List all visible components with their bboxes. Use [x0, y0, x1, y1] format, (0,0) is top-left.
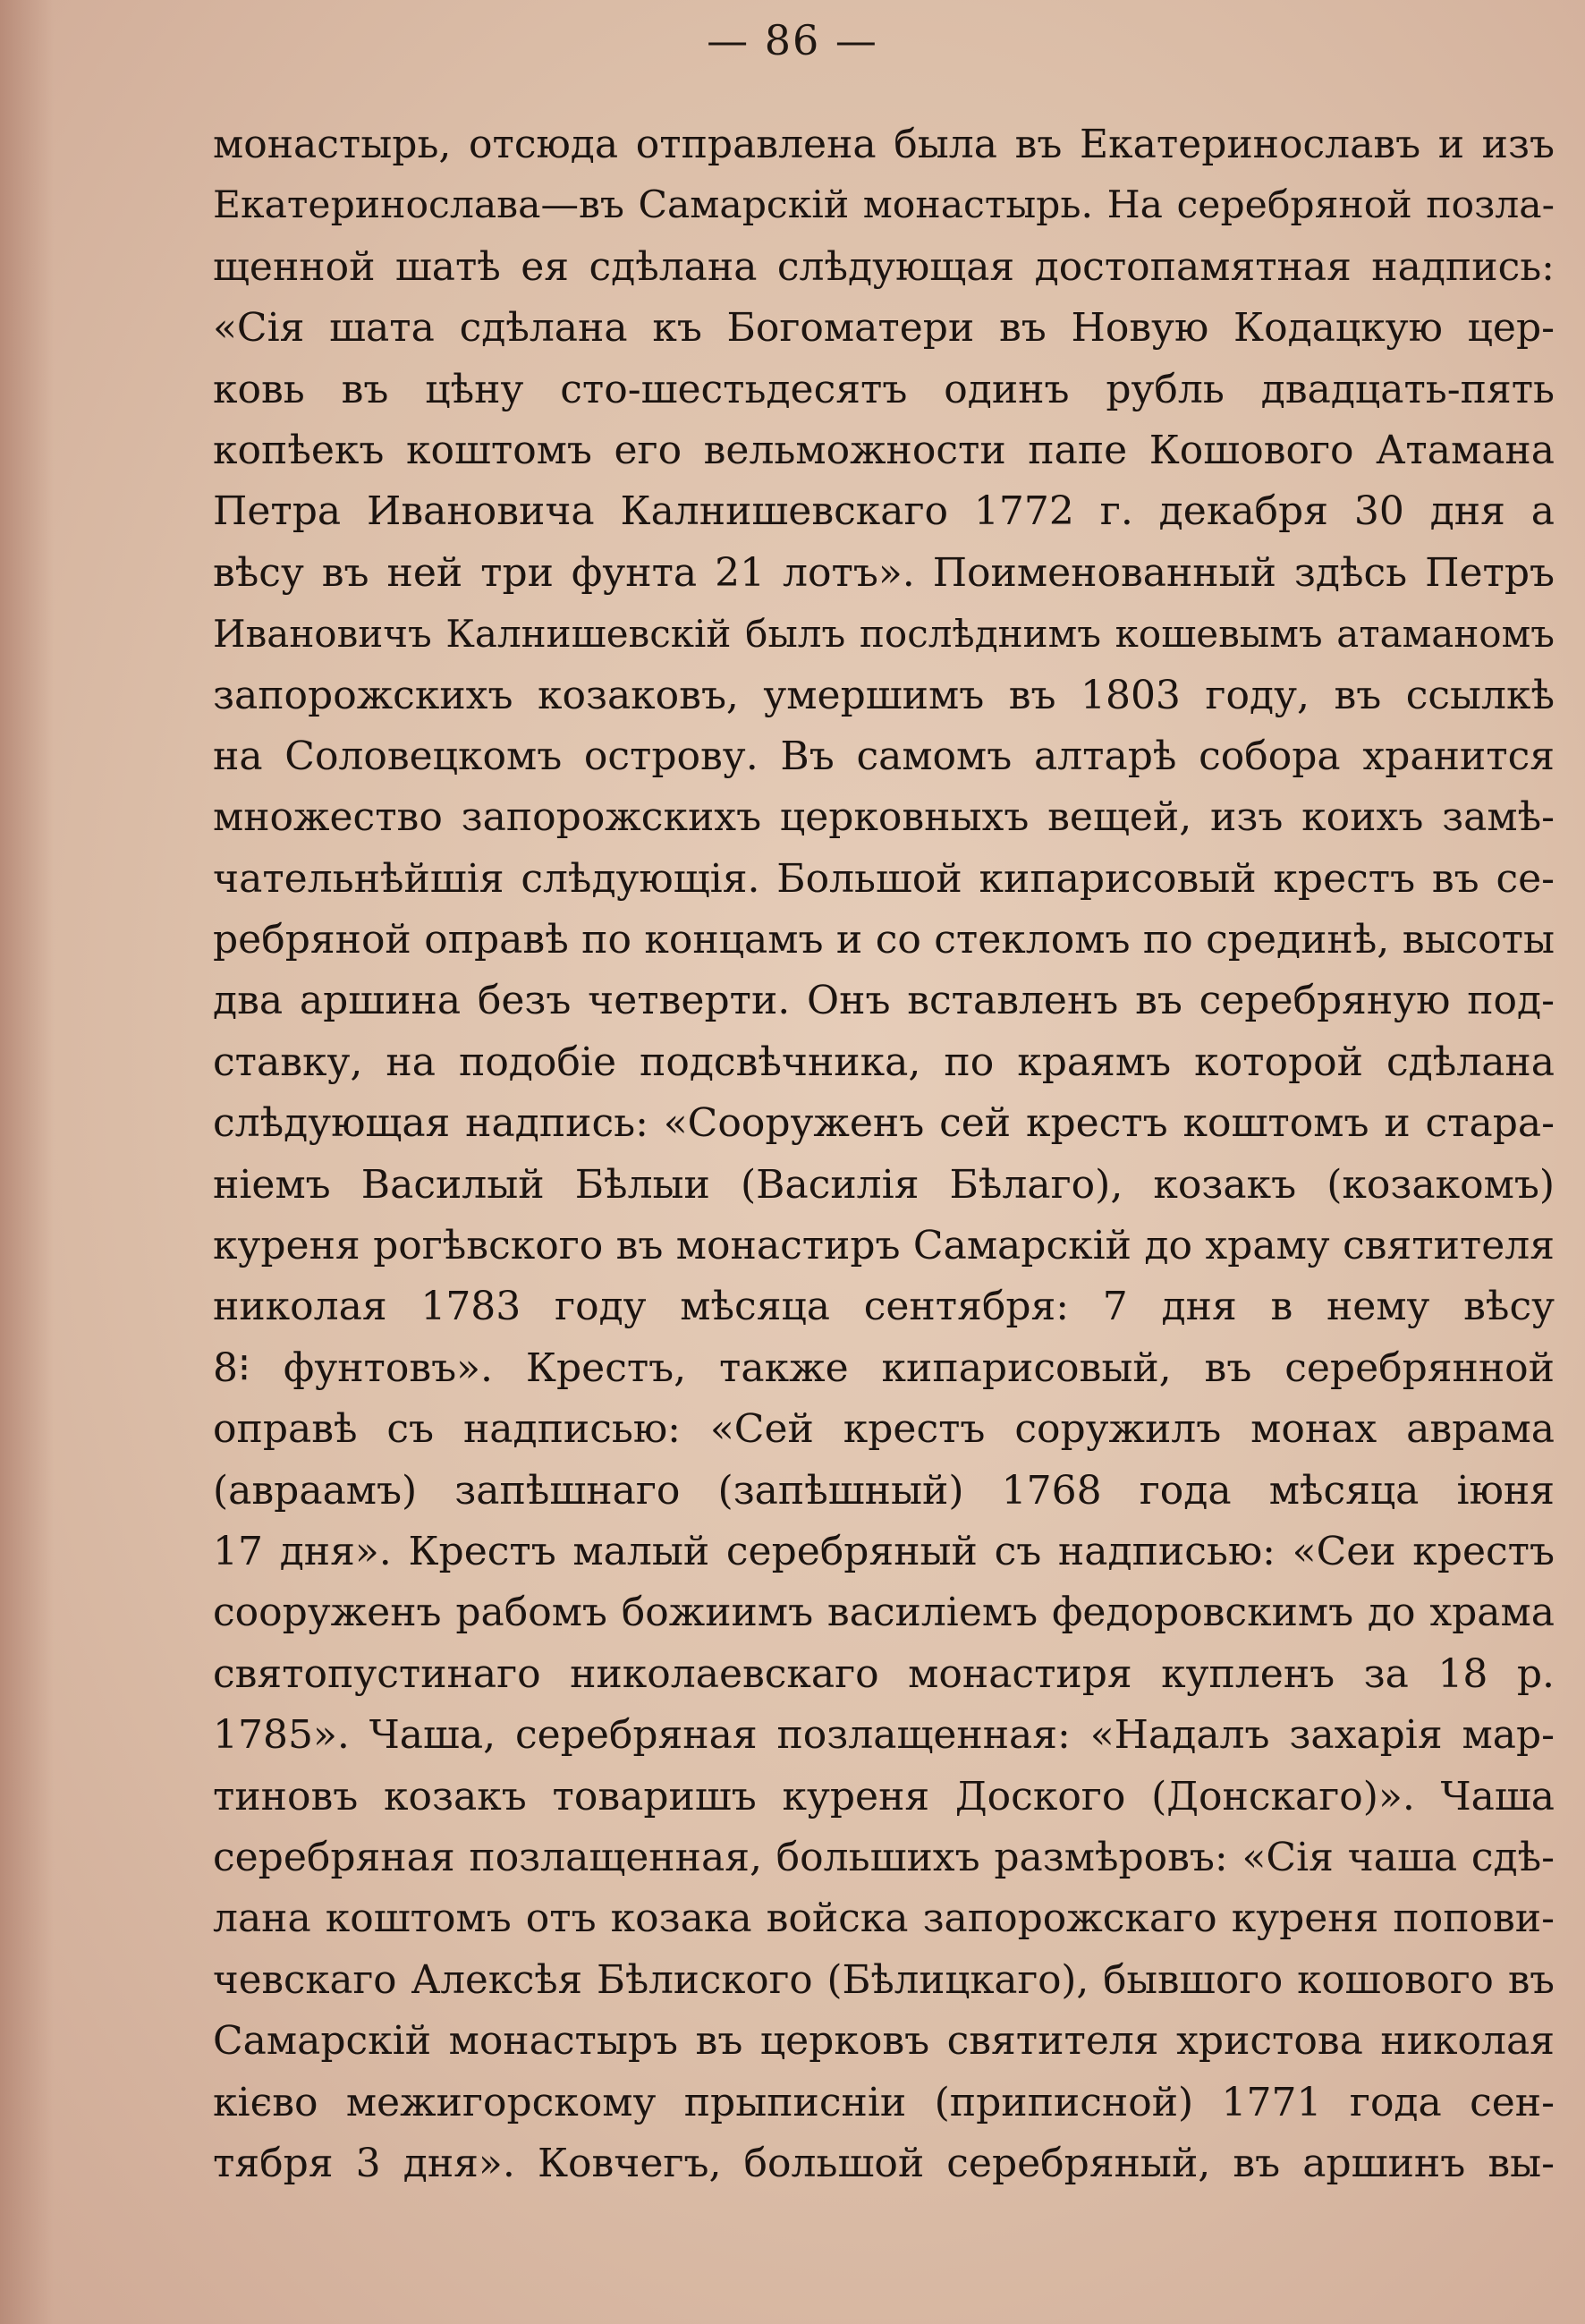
- text-line: Ивановичъ Калнишевскій былъ послѣднимъ кошевымъ атаманомъ: [213, 612, 1555, 657]
- text-line: ніемъ Василый Бѣлыи (Василія Бѣлаго), козакъ (козакомъ): [213, 1161, 1555, 1208]
- text-line: два аршина безъ четверти. Онъ вставленъ въ серебряную под-: [213, 978, 1555, 1024]
- text-line: множество запорожскихъ церковныхъ вещей, изъ коихъ замѣ-: [213, 794, 1555, 841]
- text-line: сооруженъ рабомъ божиимъ василіемъ федоровскимъ до храма: [213, 1590, 1555, 1636]
- text-line: тября 3 дня». Ковчегъ, большой серебряный, въ аршинъ вы-: [213, 2140, 1555, 2186]
- text-line: святопустинаго николаевскаго монастиря купленъ за 18 р.: [213, 1650, 1555, 1697]
- text-line: ребряной оправѣ по концамъ и со стекломъ по срединѣ, высоты: [213, 917, 1555, 963]
- text-line: вѣсу въ ней три фунта 21 лотъ». Поименованный здѣсь Петръ: [213, 549, 1555, 596]
- text-line: оправѣ съ надписью: «Сей крестъ соружилъ монах аврама: [213, 1406, 1555, 1453]
- text-line: ковь въ цѣну сто-шестьдесятъ одинъ рубль двадцать-пять: [213, 366, 1555, 412]
- text-line: лана коштомъ отъ козака войска запорожскаго куреня попови-: [213, 1896, 1555, 1942]
- text-line: кієво межигорскому прыписніи (приписной) 1771 года сен-: [213, 2079, 1555, 2125]
- text-line: монастырь, отсюда отправлена была въ Екатеринославъ и изъ: [213, 122, 1555, 167]
- text-line: Самарскій монастыръ въ церковъ святителя христова николая: [213, 2018, 1555, 2065]
- text-line: запорожскихъ козаковъ, умершимъ въ 1803 году, въ ссылкѣ: [213, 672, 1555, 718]
- body-text: [213, 115, 1555, 2194]
- text-line: серебряная позлащенная, большихъ размѣровъ: «Сія чаша сдѣ-: [213, 1834, 1555, 1880]
- text-line: копѣекъ коштомъ его вельможности папе Кошового Атамана: [213, 427, 1555, 473]
- text-line: (авраамъ) запѣшнаго (запѣшный) 1768 года мѣсяца іюня: [213, 1467, 1555, 1514]
- text-line: Петра Ивановича Калнишевскаго 1772 г. декабря 30 дня а: [213, 488, 1555, 535]
- text-line: николая 1783 году мѣсяца сентября: 7 дня в нему вѣсу: [213, 1284, 1555, 1330]
- text-line: чательнѣйшія слѣдующія. Большой кипарисовый крестъ въ се-: [213, 855, 1555, 902]
- text-line: чевскаго Алексѣя Бѣлиского (Бѣлицкаго), бывшого кошового въ: [213, 1957, 1555, 2003]
- text-line: на Соловецкомъ острову. Въ самомъ алтарѣ собора хранится: [213, 733, 1555, 779]
- text-line: Екатеринослава—въ Самарскій монастырь. На серебряной позла-: [213, 183, 1555, 228]
- page-number: — 86 —: [707, 16, 878, 64]
- text-line: 8⁝ фунтовъ». Крестъ, также кипарисовый, въ серебрянной: [213, 1344, 1555, 1391]
- text-line: слѣдующая надпись: «Сооруженъ сей крестъ коштомъ и стара-: [213, 1100, 1555, 1147]
- text-line: 1785». Чаша, серебряная позлащенная: «Надалъ захарія мар-: [213, 1712, 1555, 1759]
- text-line: куреня рогѣвского въ монастиръ Самарскій до храму святителя: [213, 1223, 1555, 1269]
- text-line: 17 дня». Крестъ малый серебряный съ надписью: «Сеи крестъ: [213, 1528, 1555, 1574]
- text-line: щенной шатѣ ея сдѣлана слѣдующая достопамятная надпись:: [213, 243, 1555, 290]
- text-line: ставку, на подобіе подсвѣчника, по краямъ которой сдѣлана: [213, 1039, 1555, 1085]
- text-line: тиновъ козакъ товаришъ куреня Доского (Донскаго)». Чаша: [213, 1773, 1555, 1819]
- binding-shadow: [0, 0, 54, 2324]
- text-line: «Сія шата сдѣлана къ Богоматери въ Новую Кодацкую цер-: [213, 305, 1555, 352]
